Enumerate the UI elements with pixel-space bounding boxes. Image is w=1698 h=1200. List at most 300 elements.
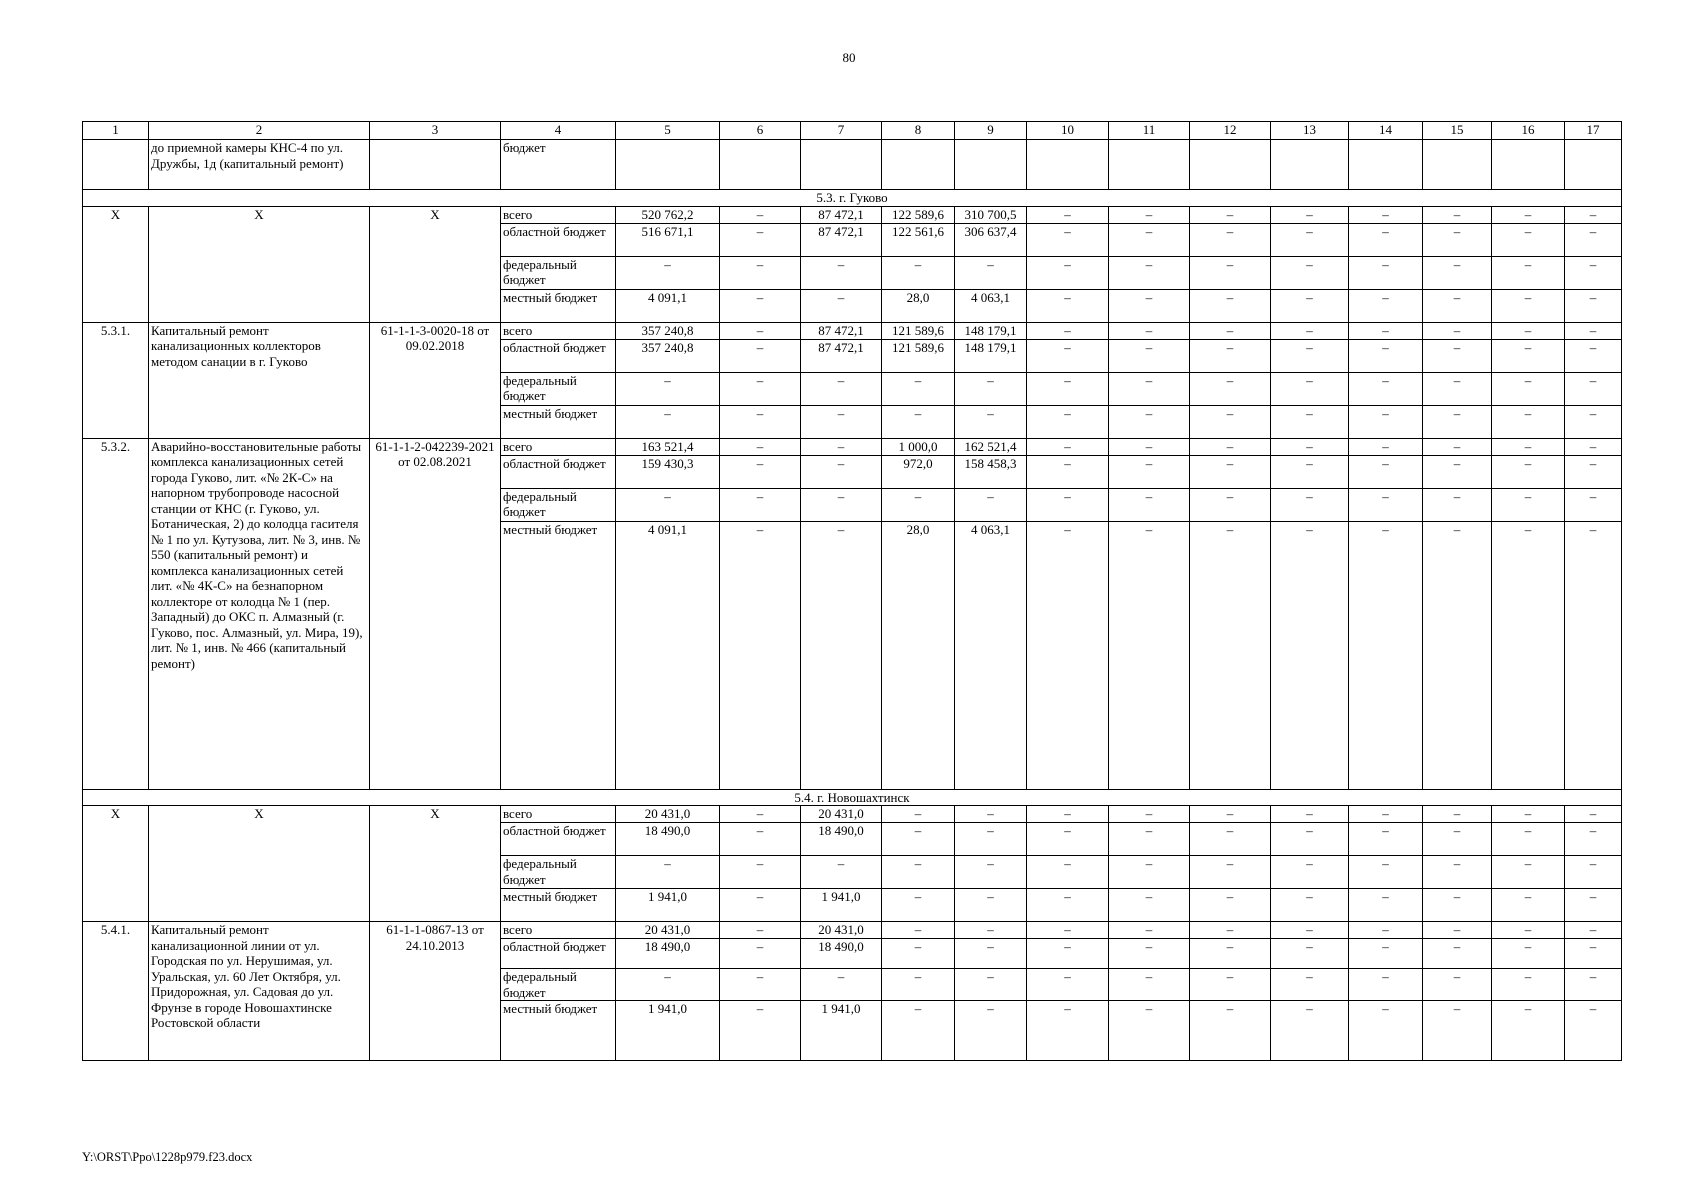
summary-row [83,806,1622,823]
row-number: Х [83,206,149,322]
value-cell: – [1423,455,1492,488]
value-cell: 4 091,1 [616,289,720,322]
value-cell: – [1565,922,1622,939]
value-cell: 18 490,0 [801,939,882,969]
value-cell: – [1027,438,1109,455]
value-cell: – [1271,206,1349,223]
value-cell: – [720,823,801,856]
value-cell: – [1349,289,1423,322]
value-cell: – [1349,339,1423,372]
value-cell: – [882,405,955,438]
value-cell: 1 941,0 [801,889,882,922]
value-cell: – [1271,322,1349,339]
value-cell: – [1349,438,1423,455]
value-cell: – [720,206,801,223]
value-cell: – [1190,889,1271,922]
value-cell: – [1565,806,1622,823]
document-number: 61-1-1-2-042239-2021 от 02.08.2021 [370,438,501,789]
value-cell: – [1492,521,1565,789]
budget-label: областной бюджет [501,223,616,256]
value-cell: – [1492,455,1565,488]
value-cell: – [720,922,801,939]
value-cell: – [801,969,882,1001]
value-cell: – [1271,372,1349,405]
value-cell: – [1492,223,1565,256]
row-number: 5.3.1. [83,322,149,438]
value-cell: – [720,322,801,339]
value-cell: – [720,438,801,455]
value-cell: – [882,856,955,889]
value-cell: – [1027,206,1109,223]
value-cell: – [1027,922,1109,939]
value-cell: – [801,289,882,322]
value-cell: – [1190,823,1271,856]
value-cell: 87 472,1 [801,223,882,256]
budget-label: федеральный бюджет [501,372,616,405]
budget-label: областной бюджет [501,939,616,969]
value-cell: – [720,289,801,322]
value-cell: – [801,256,882,289]
value-cell: – [955,372,1027,405]
value-cell: – [882,372,955,405]
object-name: Капитальный ремонт канализационной линии от ул. Городская по ул. Нерушимая, ул. Уральская, ул. 60 Лет Октября, ул. Придорожная, ул. Садовая до ул. Фрунзе в городе Новошахтинске Ростовской области [149,922,370,1061]
value-cell: – [1349,405,1423,438]
value-cell: – [720,806,801,823]
value-cell: 520 762,2 [616,206,720,223]
value-cell: 162 521,4 [955,438,1027,455]
value-cell: 1 941,0 [616,1001,720,1061]
value-cell: – [1492,372,1565,405]
value-cell: – [801,488,882,521]
value-cell: 18 490,0 [616,823,720,856]
value-cell: 20 431,0 [616,806,720,823]
value-cell: 121 589,6 [882,339,955,372]
value-cell: 357 240,8 [616,322,720,339]
document-number: Х [370,806,501,922]
budget-label: местный бюджет [501,889,616,922]
value-cell: – [1271,922,1349,939]
value-cell: – [1027,289,1109,322]
value-cell: – [1565,206,1622,223]
value-cell: – [1109,922,1190,939]
budget-label: всего [501,438,616,455]
value-cell: – [616,405,720,438]
row-number: 5.4.1. [83,922,149,1061]
value-cell: – [720,488,801,521]
object-name: Капитальный ремонт канализационных коллекторов методом санации в г. Гуково [149,322,370,438]
value-cell: – [1492,939,1565,969]
value-cell: – [1027,939,1109,969]
value-cell: – [1190,223,1271,256]
value-cell: – [1349,223,1423,256]
value-cell: – [1109,223,1190,256]
budget-label: местный бюджет [501,289,616,322]
value-cell: – [955,856,1027,889]
value-cell: – [1423,223,1492,256]
value-cell: – [1271,889,1349,922]
value-cell: – [801,405,882,438]
budget-table [82,121,1622,1061]
value-cell: – [1492,206,1565,223]
value-cell: 18 490,0 [616,939,720,969]
budget-label: федеральный бюджет [501,256,616,289]
value-cell: – [1109,823,1190,856]
value-cell: – [1492,322,1565,339]
value-cell: – [1190,206,1271,223]
value-cell: – [1423,922,1492,939]
item-row [83,438,1622,455]
budget-label: федеральный бюджет [501,856,616,889]
value-cell: – [1271,289,1349,322]
value-cell: – [882,922,955,939]
value-cell: – [1492,969,1565,1001]
value-cell: – [720,969,801,1001]
value-cell: 306 637,4 [955,223,1027,256]
value-cell: – [1349,488,1423,521]
column-number: 12 [1190,122,1271,140]
column-number: 11 [1109,122,1190,140]
value-cell: – [1190,806,1271,823]
value-cell: – [1565,339,1622,372]
page-number: 80 [842,50,856,65]
value-cell: – [1492,856,1565,889]
budget-label: всего [501,922,616,939]
value-cell: 148 179,1 [955,322,1027,339]
column-number: 13 [1271,122,1349,140]
value-cell: – [882,969,955,1001]
budget-label: федеральный бюджет [501,969,616,1001]
item-row [83,922,1622,939]
value-cell: – [1349,922,1423,939]
value-cell: – [801,372,882,405]
value-cell: – [1271,256,1349,289]
value-cell: – [882,806,955,823]
value-cell [1492,140,1565,190]
value-cell: – [955,488,1027,521]
value-cell: – [801,521,882,789]
value-cell: 972,0 [882,455,955,488]
value-cell: – [1109,289,1190,322]
value-cell: – [955,806,1027,823]
value-cell: – [1271,806,1349,823]
value-cell: – [955,969,1027,1001]
value-cell: – [1109,889,1190,922]
value-cell: – [1271,1001,1349,1061]
value-cell [1565,140,1622,190]
value-cell: – [1190,969,1271,1001]
value-cell: – [1423,823,1492,856]
value-cell: – [1565,521,1622,789]
value-cell: – [1565,1001,1622,1061]
value-cell: – [1349,256,1423,289]
value-cell: – [1190,521,1271,789]
value-cell: – [882,823,955,856]
value-cell: – [955,889,1027,922]
value-cell: 122 561,6 [882,223,955,256]
value-cell: – [1423,438,1492,455]
budget-label: областной бюджет [501,823,616,856]
value-cell [1027,140,1109,190]
value-cell: – [616,969,720,1001]
value-cell: – [1271,969,1349,1001]
value-cell: – [1109,438,1190,455]
value-cell: – [1271,488,1349,521]
value-cell: – [1109,372,1190,405]
value-cell: – [1423,339,1492,372]
value-cell: – [1190,322,1271,339]
value-cell: – [1027,823,1109,856]
value-cell: – [955,939,1027,969]
column-number: 16 [1492,122,1565,140]
value-cell: – [720,889,801,922]
value-cell: – [1349,806,1423,823]
value-cell: – [720,939,801,969]
value-cell: – [1423,256,1492,289]
value-cell: 310 700,5 [955,206,1027,223]
value-cell: – [1109,405,1190,438]
value-cell: – [1565,372,1622,405]
document-number: 61-1-1-0867-13 от 24.10.2013 [370,922,501,1061]
value-cell: – [1271,223,1349,256]
document-number: Х [370,206,501,322]
value-cell: – [882,939,955,969]
column-number: 4 [501,122,616,140]
section-title-row [83,190,1622,207]
value-cell [801,140,882,190]
value-cell: – [1027,969,1109,1001]
value-cell: – [1565,969,1622,1001]
value-cell: – [1109,969,1190,1001]
value-cell: – [801,856,882,889]
value-cell: – [1565,438,1622,455]
value-cell: – [616,372,720,405]
value-cell: – [1492,922,1565,939]
value-cell: – [1565,856,1622,889]
value-cell: – [1190,856,1271,889]
value-cell: – [1349,455,1423,488]
value-cell: 87 472,1 [801,206,882,223]
value-cell: – [1423,939,1492,969]
value-cell: – [1190,289,1271,322]
value-cell: – [1492,488,1565,521]
row-number-cell [83,140,149,190]
value-cell: – [616,488,720,521]
value-cell: – [1492,256,1565,289]
object-name: Аварийно-восстановительные работы комплекса канализационных сетей города Гуково, лит. «№ 2К-С» на напорном трубопроводе насосной станции от КНС (г. Гуково, ул. Ботаническая, 2) до колодца гасителя № 1 по ул. Кутузова, лит. № 3, инв. № 550 (капитальный ремонт) и комплекса канализационных сетей лит. «№ 4К-С» на безнапорном коллекторе от колодца № 1 (пер. Западный) до ОКС п. Алмазный (г. Гуково, пос. Алмазный, ул. Мира, 19), лит. № 1, инв. № 466 (капитальный ремонт) [149,438,370,789]
value-cell: – [1109,1001,1190,1061]
value-cell: – [720,856,801,889]
object-name: Х [149,206,370,322]
value-cell: – [616,256,720,289]
value-cell: – [955,922,1027,939]
value-cell [1271,140,1349,190]
value-cell: 20 431,0 [616,922,720,939]
value-cell: – [1565,455,1622,488]
row-number: Х [83,806,149,922]
value-cell: – [1492,889,1565,922]
value-cell: – [720,339,801,372]
value-cell: – [1109,856,1190,889]
value-cell: – [1423,889,1492,922]
value-cell: 4 063,1 [955,289,1027,322]
value-cell: – [1423,206,1492,223]
value-cell: – [1027,405,1109,438]
file-path-footer: Y:\ORST\Ppo\1228p979.f23.docx [82,1150,253,1164]
value-cell: – [1349,856,1423,889]
value-cell: – [1190,455,1271,488]
value-cell: – [1492,823,1565,856]
value-cell: – [1492,438,1565,455]
value-cell: – [1190,256,1271,289]
value-cell: – [1027,223,1109,256]
value-cell [882,140,955,190]
value-cell: – [720,256,801,289]
value-cell: – [1027,455,1109,488]
value-cell: 28,0 [882,521,955,789]
value-cell [1423,140,1492,190]
value-cell: – [1109,488,1190,521]
value-cell: – [1109,322,1190,339]
value-cell: – [1271,823,1349,856]
value-cell: – [1349,939,1423,969]
value-cell: – [1271,521,1349,789]
budget-label: местный бюджет [501,405,616,438]
budget-label: всего [501,206,616,223]
value-cell: – [1423,488,1492,521]
value-cell: – [1423,969,1492,1001]
value-cell: – [1190,438,1271,455]
item-row [83,322,1622,339]
value-cell: – [1271,455,1349,488]
value-cell: – [1109,806,1190,823]
value-cell: – [1027,339,1109,372]
value-cell: – [1027,856,1109,889]
value-cell: – [1109,939,1190,969]
value-cell: – [1565,823,1622,856]
value-cell: – [1109,206,1190,223]
column-number: 17 [1565,122,1622,140]
value-cell: – [1190,405,1271,438]
value-cell: – [1027,1001,1109,1061]
value-cell: – [1565,488,1622,521]
column-number: 7 [801,122,882,140]
value-cell: – [1027,521,1109,789]
column-number: 15 [1423,122,1492,140]
value-cell: – [1109,339,1190,372]
value-cell: 148 179,1 [955,339,1027,372]
value-cell: – [1565,256,1622,289]
value-cell: – [1423,521,1492,789]
value-cell: 1 941,0 [801,1001,882,1061]
value-cell: – [720,223,801,256]
value-cell: – [1349,322,1423,339]
value-cell [1349,140,1423,190]
value-cell: – [1190,372,1271,405]
value-cell [955,140,1027,190]
column-number: 5 [616,122,720,140]
section-title: 5.3. г. Гуково [83,190,1622,207]
value-cell: – [1349,206,1423,223]
value-cell: – [882,889,955,922]
value-cell: 121 589,6 [882,322,955,339]
value-cell: 4 063,1 [955,521,1027,789]
value-cell: – [1349,372,1423,405]
column-number: 9 [955,122,1027,140]
value-cell: – [882,256,955,289]
budget-label: бюджет [501,140,616,190]
value-cell: – [1349,1001,1423,1061]
column-number: 10 [1027,122,1109,140]
value-cell: – [1492,806,1565,823]
column-number: 8 [882,122,955,140]
value-cell: – [1349,521,1423,789]
value-cell: – [1565,405,1622,438]
value-cell: – [1349,889,1423,922]
budget-label: областной бюджет [501,455,616,488]
value-cell: – [955,256,1027,289]
budget-label: местный бюджет [501,1001,616,1061]
value-cell: – [801,438,882,455]
value-cell: – [1027,372,1109,405]
value-cell: 122 589,6 [882,206,955,223]
value-cell: – [720,521,801,789]
value-cell: 1 941,0 [616,889,720,922]
value-cell: – [1027,256,1109,289]
value-cell: – [1492,1001,1565,1061]
column-number: 1 [83,122,149,140]
value-cell: – [955,1001,1027,1061]
section-title-row [83,789,1622,806]
value-cell: – [1423,806,1492,823]
value-cell: 87 472,1 [801,322,882,339]
document-cell [370,140,501,190]
value-cell: – [1109,256,1190,289]
value-cell: 1 000,0 [882,438,955,455]
value-cell: – [1271,438,1349,455]
value-cell: 159 430,3 [616,455,720,488]
value-cell: 20 431,0 [801,922,882,939]
budget-label: областной бюджет [501,339,616,372]
value-cell: – [1423,405,1492,438]
row-number: 5.3.2. [83,438,149,789]
value-cell: – [1271,856,1349,889]
value-cell: – [1423,372,1492,405]
value-cell: – [1027,889,1109,922]
value-cell: 87 472,1 [801,339,882,372]
value-cell: – [1109,455,1190,488]
value-cell: – [955,823,1027,856]
column-number: 6 [720,122,801,140]
value-cell: – [1190,488,1271,521]
column-number: 3 [370,122,501,140]
value-cell: 28,0 [882,289,955,322]
value-cell: – [1423,289,1492,322]
value-cell: – [1109,521,1190,789]
budget-label: всего [501,322,616,339]
value-cell: – [801,455,882,488]
value-cell: – [1492,339,1565,372]
value-cell: – [882,488,955,521]
value-cell: – [1492,405,1565,438]
value-cell: – [1271,339,1349,372]
budget-label: всего [501,806,616,823]
value-cell: – [1190,939,1271,969]
column-number-row [83,122,1622,140]
value-cell: 18 490,0 [801,823,882,856]
value-cell: – [1565,939,1622,969]
value-cell [1190,140,1271,190]
value-cell [1109,140,1190,190]
